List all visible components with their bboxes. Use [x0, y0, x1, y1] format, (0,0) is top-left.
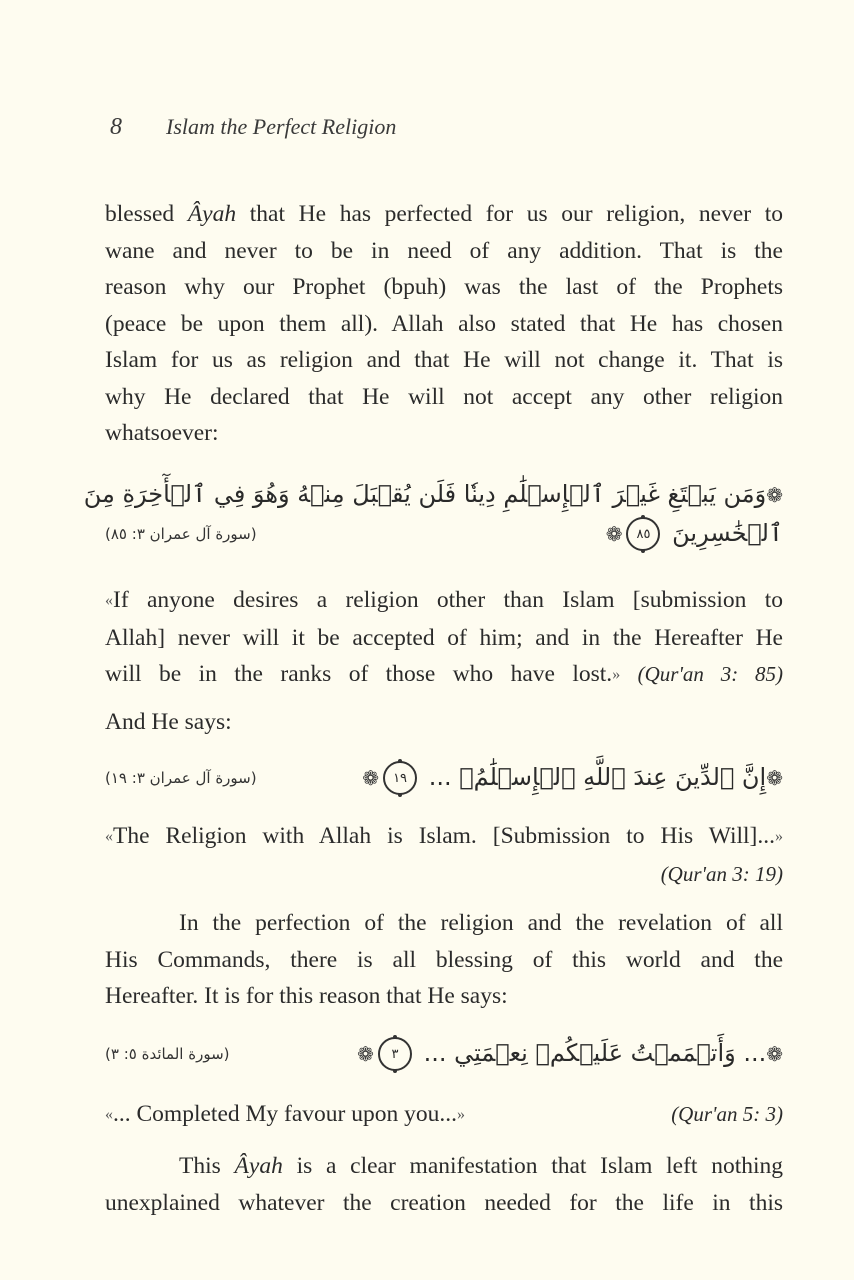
connector-text: And He says:	[105, 709, 232, 735]
verse-close-ornament-icon: ❁	[357, 1042, 374, 1066]
verse-close-ornament-icon: ❁	[362, 766, 380, 790]
paragraph-3	[105, 1148, 783, 1221]
close-quote-ornament-icon: »	[456, 1106, 465, 1123]
arabic-line	[105, 1034, 783, 1074]
page-number: 8	[110, 114, 122, 140]
text-line: This Âyah is a clear manifestation that Islam left nothing	[179, 1153, 784, 1179]
ayah-number-marker: ٨٥	[626, 517, 660, 551]
text-line: reason why our Prophet (bpuh) was the last of the Prophets	[105, 274, 783, 300]
surah-reference: (سورة المائدة ٥: ٣)	[105, 1045, 230, 1063]
close-quote-ornament-icon: »	[775, 828, 783, 845]
arabic-line	[105, 514, 783, 554]
text-line: Allah] never will it be accepted of him; and in the Hereafter He	[105, 624, 783, 651]
ayah-number-marker: ١٩	[383, 761, 417, 795]
quran-citation: (Qur'an 5: 3)	[671, 1102, 783, 1126]
surah-reference: (سورة آل عمران ٣: ١٩)	[105, 769, 257, 787]
verse-open-ornament-icon: ❁	[766, 483, 783, 507]
arabic-line	[83, 474, 783, 514]
close-quote-ornament-icon: »	[612, 666, 621, 683]
surah-reference: (سورة آل عمران ٣: ٨٥)	[105, 525, 257, 543]
text-line: «The Religion with Allah is Islam. [Submission to His Will]...»	[105, 823, 783, 849]
open-quote-ornament-icon: «	[105, 828, 113, 845]
verse-open-ornament-icon: ❁	[766, 1042, 783, 1066]
text-line: In the perfection of the religion and the revelation of all	[179, 910, 783, 936]
text-line: unexplained whatever the creation needed for the life in this	[105, 1189, 783, 1216]
text-line: His Commands, there is all blessing of this world and the	[105, 946, 783, 973]
verse-open-ornament-icon: ❁	[766, 766, 783, 790]
open-quote-ornament-icon: «	[105, 592, 113, 609]
paragraph-1	[105, 196, 783, 452]
text-line: why He declared that He will not accept any other religion	[105, 383, 783, 410]
text-line: whatsoever:	[105, 420, 219, 446]
translation-1	[105, 582, 783, 694]
running-head	[110, 114, 396, 141]
open-quote-ornament-icon: «	[105, 1106, 113, 1123]
arabic-verse-text: ... وَأَتۡمَمۡتُ عَلَيۡكُمۡ نِعۡمَتِي ...	[423, 1039, 767, 1067]
quran-citation: (Qur'an 3: 85)	[637, 662, 783, 686]
arabic-verse-text: وَمَن يَبۡتَغِ غَيۡرَ ٱلۡإِسۡلَٰمِ دِينٗا فَلَن يُقۡبَلَ مِنۡهُ وَهُوَ فِي ٱلۡأٓخِرَةِ مِنَ	[83, 480, 767, 508]
book-title: Islam the Perfect Religion	[166, 114, 397, 139]
ayah-term: Âyah	[234, 1153, 283, 1179]
arabic-verse-2	[105, 758, 783, 798]
arabic-verse-text: ٱلۡخَٰسِرِينَ	[672, 519, 783, 547]
text-line: (peace be upon them all). Allah also stated that He has chosen	[105, 310, 783, 337]
text-line: «If anyone desires a religion other than Islam [submission to	[105, 587, 783, 613]
text-line: Islam for us as religion and that He will not change it. That is	[105, 347, 783, 373]
text-line: wane and never to be in need of any addition. That is the	[105, 237, 783, 264]
paragraph-2	[105, 905, 783, 1015]
text-line: will be in the ranks of those who have lost.» (Qur'an 3: 85)	[105, 661, 783, 687]
verse-close-ornament-icon: ❁	[605, 522, 623, 546]
quran-citation: (Qur'an 3: 19)	[660, 861, 783, 886]
arabic-verse-1	[83, 474, 783, 554]
text-line: «... Completed My favour upon you...»	[105, 1101, 465, 1127]
text-line: Hereafter. It is for this reason that He says:	[105, 983, 508, 1009]
arabic-line	[105, 758, 783, 798]
ayah-number-marker: ٣	[378, 1037, 412, 1071]
ayah-term: Âyah	[187, 201, 237, 227]
arabic-verse-text: إِنَّ ٱلدِّينَ عِندَ ٱللَّهِ ٱلۡإِسۡلَٰمُۗ ...	[428, 763, 767, 791]
translation-2	[105, 818, 783, 892]
arabic-verse-3	[105, 1034, 783, 1074]
translation-3	[105, 1096, 783, 1134]
text-line: blessed Âyah that He has perfected for us our religion, never to	[105, 201, 783, 227]
